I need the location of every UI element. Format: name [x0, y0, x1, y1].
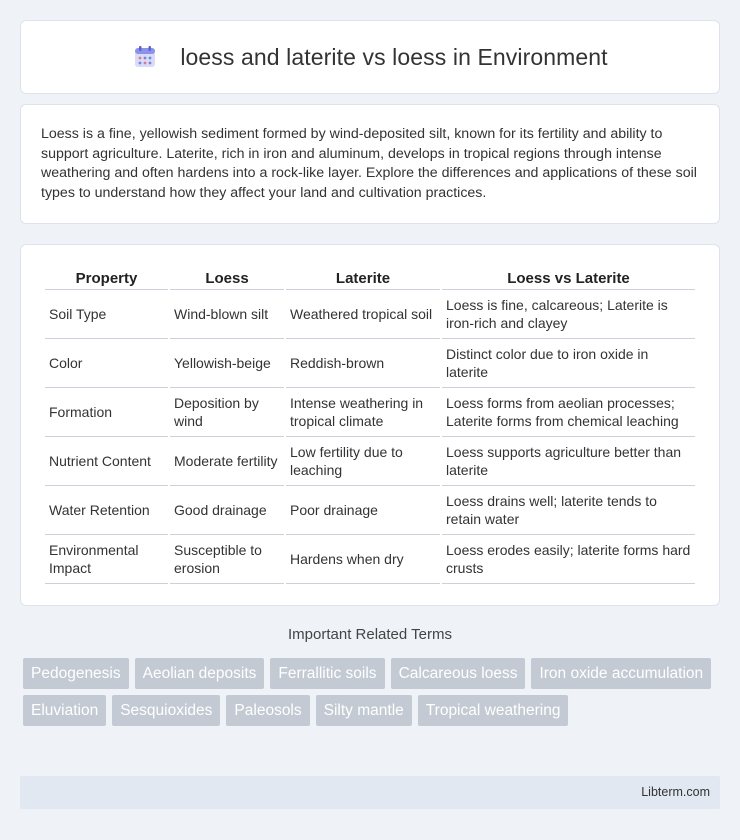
- table-cell: Loess is fine, calcareous; Laterite is iron-rich and clayey: [442, 290, 695, 339]
- related-term-tag[interactable]: Pedogenesis: [23, 658, 129, 689]
- related-term-tag[interactable]: Eluviation: [23, 695, 106, 726]
- intro-text: Loess is a fine, yellowish sediment formed by wind-deposited silt, known for its fertility and ability to support agriculture. Laterite, rich in iron and aluminum, develops in tropical regions through intense weathering and often hardens into a rock-like layer. Explore the differences and applications of these soil types to understand how they affect your land and cultivation practices.: [41, 126, 697, 201]
- column-header-laterite: Laterite: [286, 263, 440, 290]
- table-row: [45, 388, 695, 437]
- table-cell: Intense weathering in tropical climate: [286, 388, 440, 437]
- related-term-tag[interactable]: Paleosols: [226, 695, 309, 726]
- page-title: loess and laterite vs loess in Environment: [180, 43, 608, 70]
- related-terms-title: Important Related Terms: [288, 626, 452, 643]
- table-cell: Color: [45, 339, 168, 388]
- table-cell: Loess erodes easily; laterite forms hard crusts: [442, 535, 695, 584]
- related-terms-list: [23, 658, 723, 732]
- column-header-comparison: Loess vs Laterite: [442, 263, 695, 290]
- footer: [20, 776, 720, 809]
- table-cell: Wind-blown silt: [170, 290, 284, 339]
- intro-card: [20, 104, 720, 224]
- table-row: [45, 339, 695, 388]
- table-cell: Reddish-brown: [286, 339, 440, 388]
- table-cell: Poor drainage: [286, 486, 440, 535]
- related-term-tag[interactable]: Aeolian deposits: [135, 658, 265, 689]
- table-header-row: [45, 263, 695, 290]
- table-cell: Yellowish-beige: [170, 339, 284, 388]
- table-cell: Soil Type: [45, 290, 168, 339]
- table-row: [45, 290, 695, 339]
- column-header-property: Property: [45, 263, 168, 290]
- related-term-tag[interactable]: Iron oxide accumulation: [531, 658, 711, 689]
- table-row: [45, 535, 695, 584]
- table-cell: Moderate fertility: [170, 437, 284, 486]
- table-cell: Loess supports agriculture better than laterite: [442, 437, 695, 486]
- table-cell: Susceptible to erosion: [170, 535, 284, 584]
- related-term-tag[interactable]: Tropical weathering: [418, 695, 569, 726]
- table-cell: Weathered tropical soil: [286, 290, 440, 339]
- table-cell: Hardens when dry: [286, 535, 440, 584]
- related-term-tag[interactable]: Calcareous loess: [391, 658, 526, 689]
- related-term-tag[interactable]: Sesquioxides: [112, 695, 220, 726]
- table-row: [45, 437, 695, 486]
- column-header-loess: Loess: [170, 263, 284, 290]
- comparison-table-card: [20, 244, 720, 606]
- table-row: [45, 486, 695, 535]
- related-term-tag[interactable]: Ferrallitic soils: [270, 658, 384, 689]
- table-cell: Loess drains well; laterite tends to retain water: [442, 486, 695, 535]
- table-cell: Distinct color due to iron oxide in laterite: [442, 339, 695, 388]
- table-cell: Loess forms from aeolian processes; Laterite forms from chemical leaching: [442, 388, 695, 437]
- table-cell: Deposition by wind: [170, 388, 284, 437]
- footer-site-link[interactable]: Libterm.com: [641, 785, 710, 799]
- table-cell: Water Retention: [45, 486, 168, 535]
- table-cell: Low fertility due to leaching: [286, 437, 440, 486]
- table-cell: Formation: [45, 388, 168, 437]
- related-term-tag[interactable]: Silty mantle: [316, 695, 412, 726]
- comparison-table: [43, 263, 697, 584]
- calendar-icon: [132, 44, 158, 70]
- header-card: [20, 20, 720, 94]
- table-cell: Nutrient Content: [45, 437, 168, 486]
- table-cell: Good drainage: [170, 486, 284, 535]
- table-cell: Environmental Impact: [45, 535, 168, 584]
